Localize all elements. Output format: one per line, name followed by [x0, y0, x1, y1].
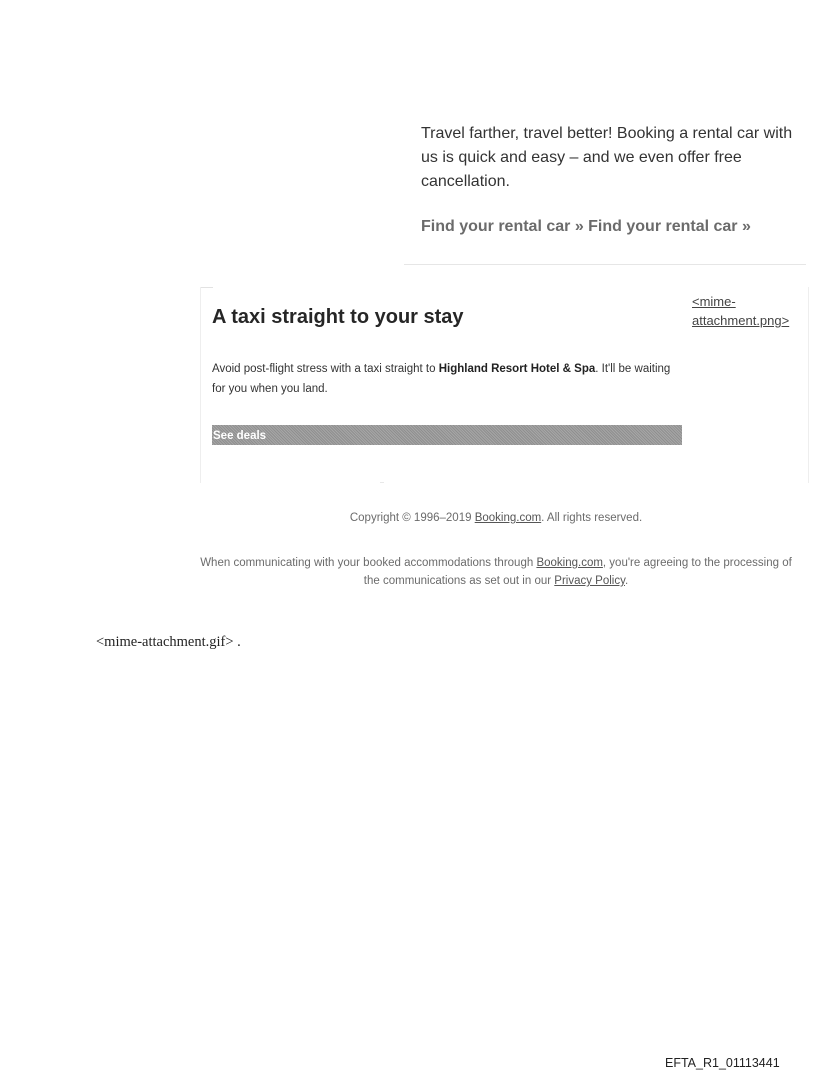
card-bottom-mark	[380, 482, 384, 483]
taxi-card-title: A taxi straight to your stay	[212, 306, 464, 328]
booking-link[interactable]: Booking.com	[474, 512, 542, 524]
hotel-name: Highland Resort Hotel & Spa	[438, 363, 596, 375]
privacy-text-middle: , you're agreeing to the processing of the communications as set out in our	[363, 557, 792, 587]
privacy-text: When communicating with your booked accommodations through	[200, 557, 537, 569]
find-rental-car-link[interactable]: Find your rental car » Find your rental car »	[421, 218, 751, 235]
privacy-policy-link[interactable]: Privacy Policy	[554, 575, 625, 587]
copyright-text: Copyright © 1996–2019	[349, 512, 475, 524]
rental-car-promo	[421, 122, 796, 237]
section-divider	[404, 264, 806, 265]
privacy-text-end: .	[625, 575, 629, 587]
card-corner-mark	[201, 287, 213, 288]
copyright-notice	[200, 509, 792, 527]
document-id: EFTA_R1_01113441	[665, 1056, 780, 1070]
copyright-text-end: . All rights reserved.	[541, 512, 643, 524]
taxi-card-body	[212, 359, 682, 399]
taxi-body-text: Avoid post-flight stress with a taxi straight to	[212, 363, 439, 375]
privacy-notice	[200, 554, 792, 590]
gif-attachment-label: <mime-attachment.gif> .	[96, 634, 241, 650]
rental-car-text: Travel farther, travel better! Booking a rental car with us is quick and easy – and we even offer free cancellation.	[421, 125, 793, 190]
see-deals-button[interactable]: See deals	[212, 425, 682, 445]
booking-link-privacy[interactable]: Booking.com	[536, 557, 603, 569]
png-attachment-link[interactable]: <mime-attachment.png>	[692, 294, 790, 328]
taxi-body-text-end: . It'll be waiting for you when you land.	[212, 363, 671, 395]
